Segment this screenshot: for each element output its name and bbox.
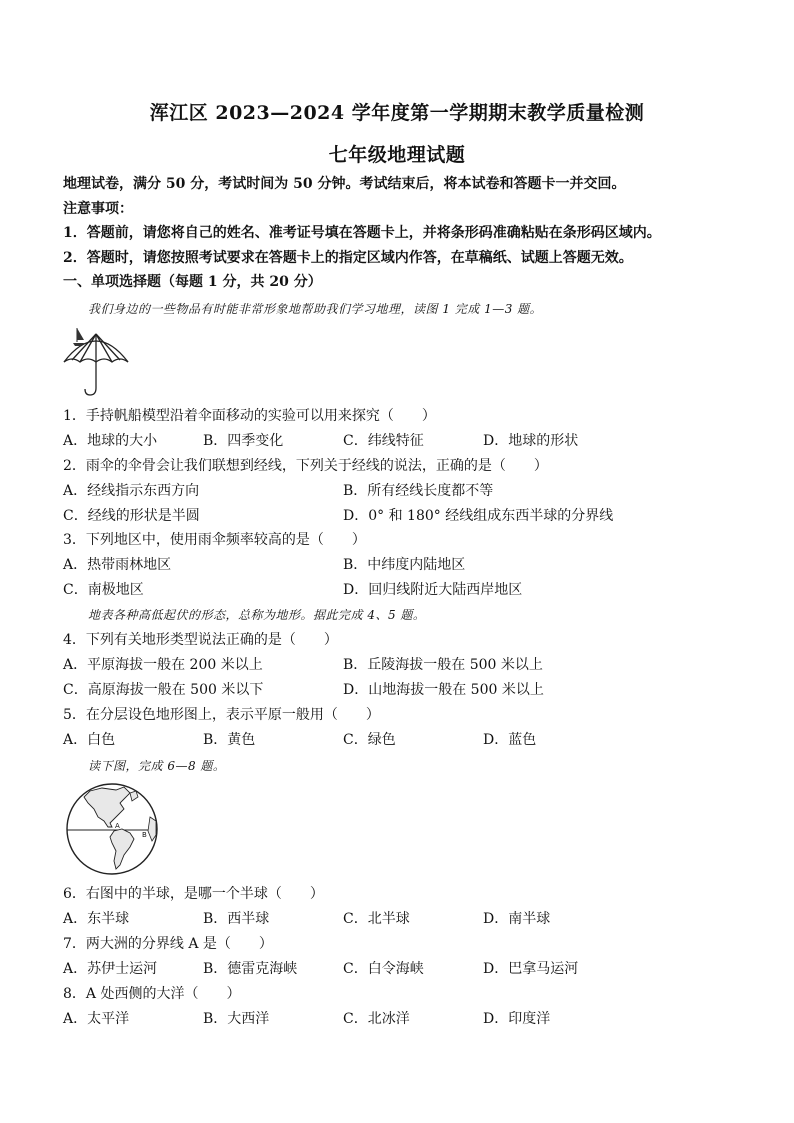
question-8-option-c[interactable]: C．北冰洋 [343, 1011, 410, 1027]
sailboat-icon [73, 328, 84, 346]
notice-item-2: 2．答题时，请您按照考试要求在答题卡上的指定区域内作答，在草稿纸、试题上答题无效。 [63, 250, 633, 266]
question-5-option-c[interactable]: C．绿色 [343, 732, 396, 748]
question-7-stem: 7．两大洲的分界线 A 是（ ） [63, 936, 273, 952]
section-intro-1: 我们身边的一些物品有时能非常形象地帮助我们学习地理，读图 1 完成 1—3 题。 [88, 302, 543, 316]
globe-label-a: A [115, 822, 120, 830]
question-3-option-b[interactable]: B．中纬度内陆地区 [343, 557, 466, 573]
question-4-option-b[interactable]: B．丘陵海拔一般在 500 米以上 [343, 657, 543, 673]
section-heading: 一、单项选择题（每题 1 分，共 20 分） [63, 274, 322, 290]
question-2-option-a[interactable]: A．经线指示东西方向 [63, 483, 200, 499]
question-6-option-a[interactable]: A．东半球 [63, 911, 130, 927]
hemisphere-globe-figure [64, 781, 160, 877]
question-7-option-d[interactable]: D．巴拿马运河 [483, 961, 579, 977]
question-1-option-a[interactable]: A．地球的大小 [63, 433, 158, 449]
exam-note: 地理试卷，满分 50 分，考试时间为 50 分钟。考试结束后，将本试卷和答题卡一并交回。 [63, 176, 626, 192]
question-2-stem: 2．雨伞的伞骨会让我们联想到经线，下列关于经线的说法，正确的是（ ） [63, 458, 548, 474]
question-1-option-b[interactable]: B．四季变化 [203, 433, 284, 449]
section-intro-3: 读下图，完成 6—8 题。 [88, 759, 226, 773]
question-6-stem: 6．右图中的半球，是哪一个半球（ ） [63, 886, 324, 902]
section-intro-2: 地表各种高低起伏的形态，总称为地形。据此完成 4、5 题。 [88, 608, 426, 622]
question-3-option-a[interactable]: A．热带雨林地区 [63, 557, 172, 573]
question-6-option-c[interactable]: C．北半球 [343, 911, 410, 927]
question-5-stem: 5．在分层设色地形图上，表示平原一般用（ ） [63, 707, 380, 723]
umbrella-figure [60, 322, 132, 400]
question-1-option-c[interactable]: C．纬线特征 [343, 433, 424, 449]
notice-title: 注意事项： [63, 201, 133, 217]
question-3-option-c[interactable]: C．南极地区 [63, 582, 144, 598]
question-7-option-a[interactable]: A．苏伊士运河 [63, 961, 158, 977]
question-8-option-d[interactable]: D．印度洋 [483, 1011, 551, 1027]
question-8-option-a[interactable]: A．太平洋 [63, 1011, 130, 1027]
question-1-option-d[interactable]: D．地球的形状 [483, 433, 579, 449]
question-1-stem: 1．手持帆船模型沿着伞面移动的实验可以用来探究（ ） [63, 408, 436, 424]
question-4-option-a[interactable]: A．平原海拔一般在 200 米以上 [63, 657, 263, 673]
page-title: 浑江区 2023—2024 学年度第一学期期末教学质量检测 [149, 102, 645, 124]
question-6-option-b[interactable]: B．西半球 [203, 911, 270, 927]
question-2-option-b[interactable]: B．所有经线长度都不等 [343, 483, 494, 499]
question-3-option-d[interactable]: D．回归线附近大陆西岸地区 [343, 582, 523, 598]
globe-label-b: B [142, 831, 147, 839]
question-5-option-d[interactable]: D．蓝色 [483, 732, 537, 748]
question-4-option-c[interactable]: C．高原海拔一般在 500 米以下 [63, 682, 264, 698]
question-2-option-d[interactable]: D．0° 和 180° 经线组成东西半球的分界线 [343, 508, 614, 524]
question-8-option-b[interactable]: B．大西洋 [203, 1011, 270, 1027]
question-5-option-a[interactable]: A．白色 [63, 732, 116, 748]
question-7-option-c[interactable]: C．白令海峡 [343, 961, 424, 977]
question-8-stem: 8．A 处西侧的大洋（ ） [63, 986, 241, 1002]
question-3-stem: 3．下列地区中，使用雨伞频率较高的是（ ） [63, 532, 366, 548]
question-4-stem: 4．下列有关地形类型说法正确的是（ ） [63, 632, 338, 648]
question-6-option-d[interactable]: D．南半球 [483, 911, 551, 927]
question-4-option-d[interactable]: D．山地海拔一般在 500 米以上 [343, 682, 544, 698]
notice-item-1: 1．答题前，请您将自己的姓名、准考证号填在答题卡上，并将条形码准确粘贴在条形码区域内。 [63, 225, 661, 241]
page-subtitle: 七年级地理试题 [328, 144, 466, 166]
question-2-option-c[interactable]: C．经线的形状是半圆 [63, 508, 200, 524]
question-7-option-b[interactable]: B．德雷克海峡 [203, 961, 298, 977]
question-5-option-b[interactable]: B．黄色 [203, 732, 256, 748]
